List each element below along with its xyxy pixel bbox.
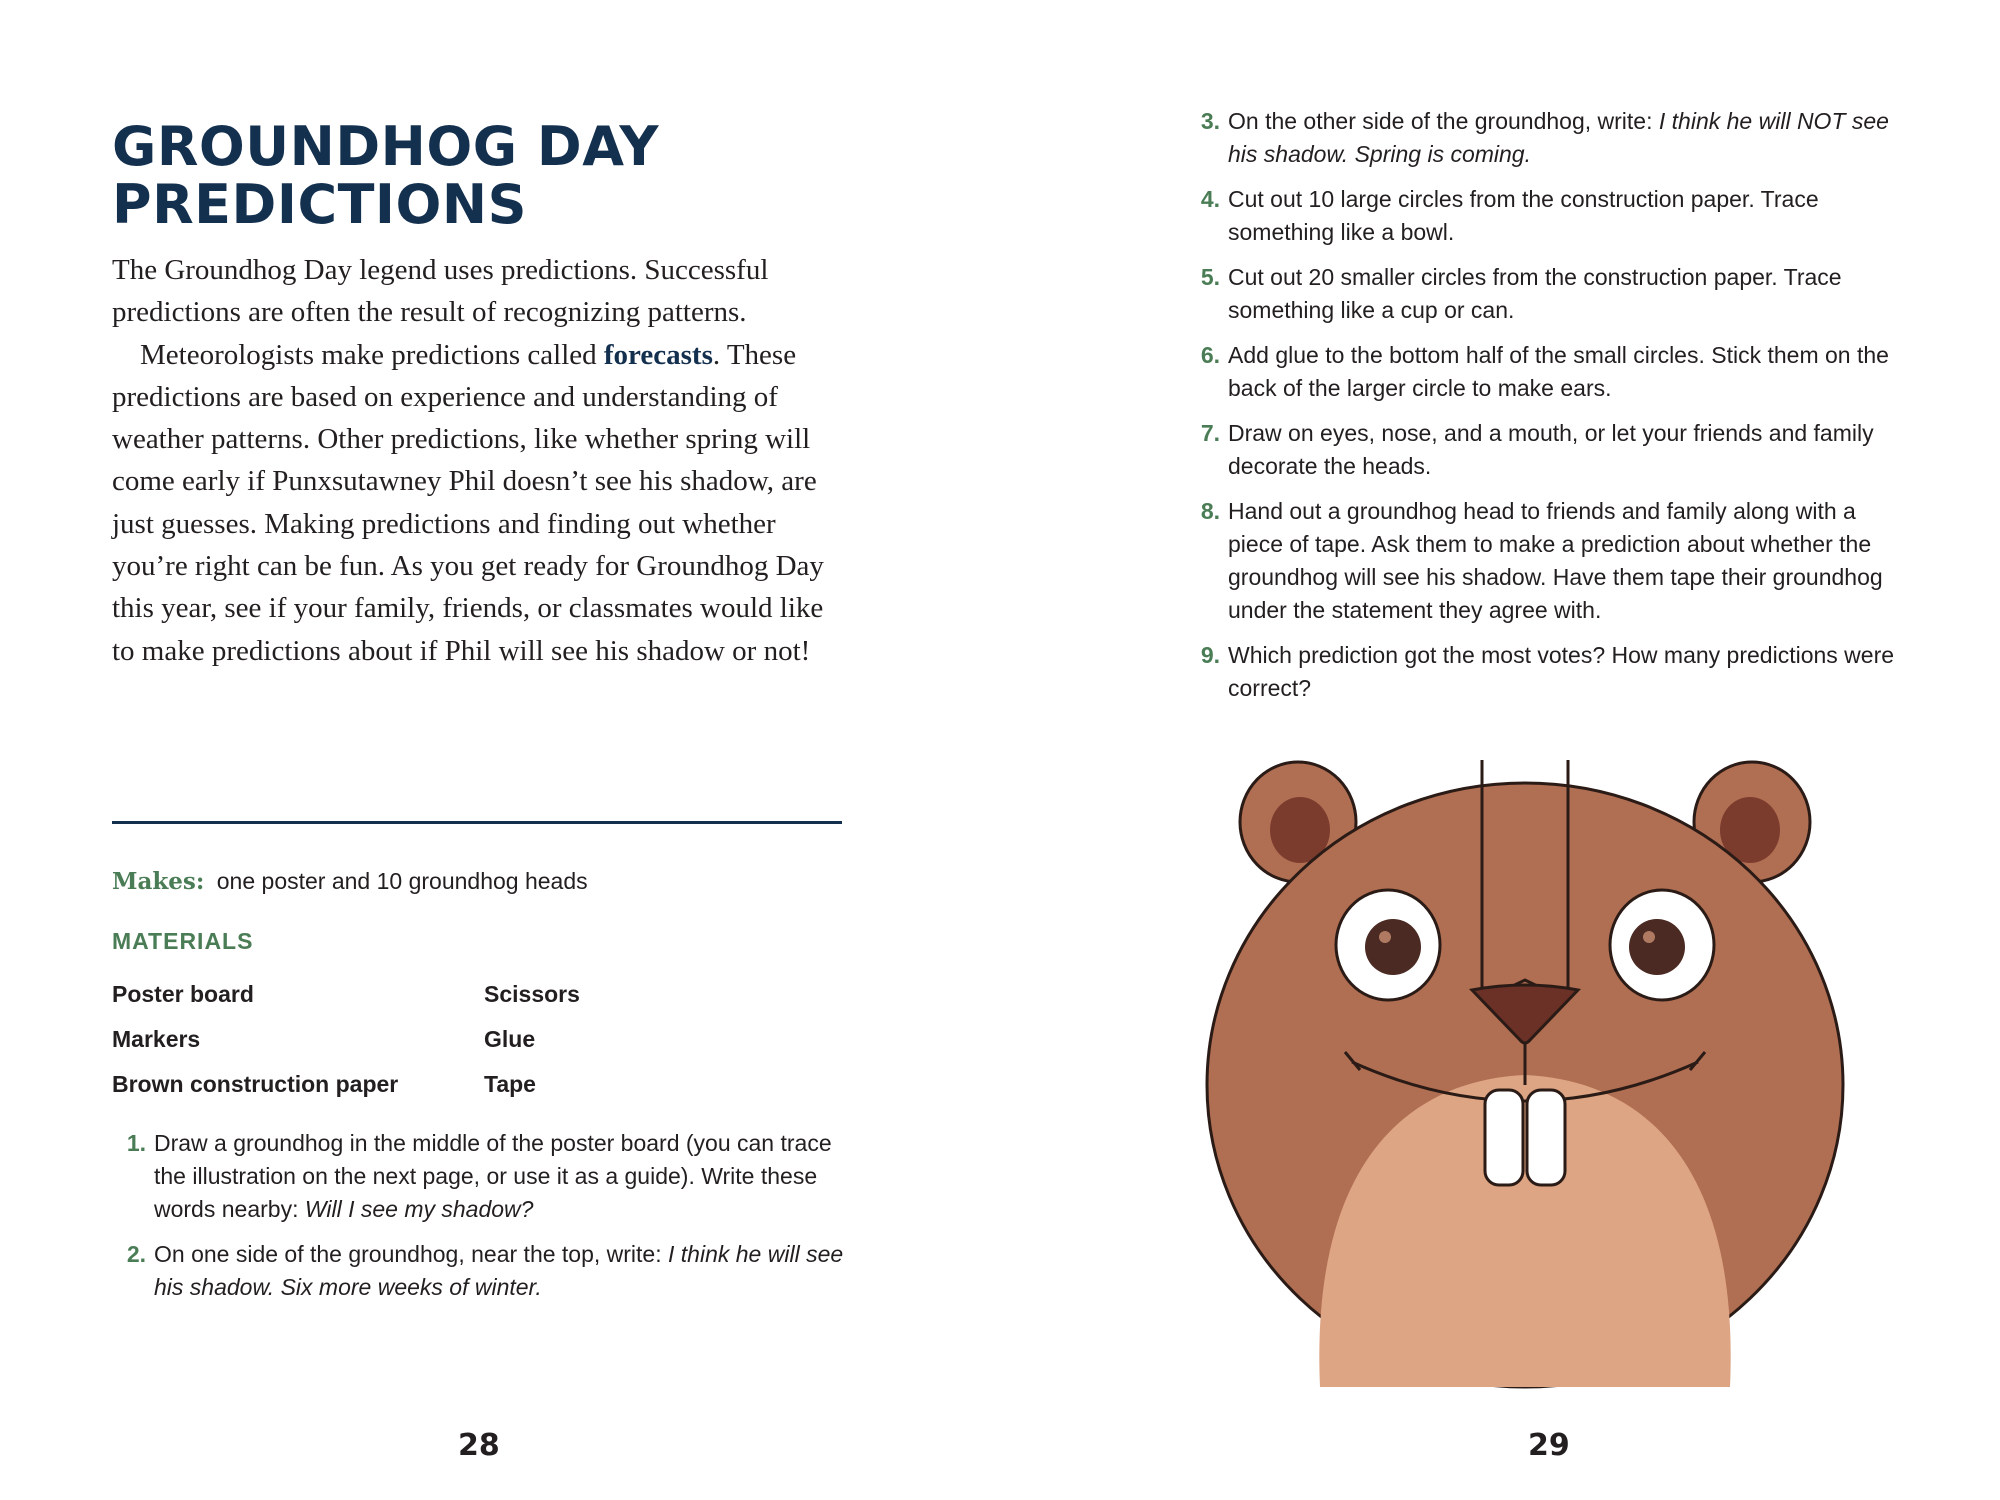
intro-text [112,249,852,672]
step-number: 8. [1200,498,1220,524]
step-number: 3. [1200,108,1220,134]
material-item: Markers [112,1026,201,1052]
step-text: Draw on eyes, nose, and a mouth, or let your friends and family decorate the heads. [1228,420,1874,479]
left-eye-icon [1336,890,1440,1000]
step-text: On one side of the groundhog, near the top, write: [154,1241,669,1267]
step-number: 7. [1200,420,1220,446]
step-italic-text: I think he will see his shadow. Six more weeks of winter. [154,1241,844,1300]
materials-column-2 [484,972,580,1107]
step-text: On the other side of the groundhog, write: [1228,108,1659,134]
makes-line [112,866,852,897]
material-item: Glue [484,1026,536,1052]
intro-p2-after: . These predictions are based on experience and understanding of weather patterns. Other predictions, like whether spring will come early if Punxsutawney Phil doesn’t see his shadow, are just guesses. Making predictions and finding out whether you’re right can be fun. As you get ready for Groundhog Day this year, see if your family, friends, or classmates would like to make predictions about if Phil will see his shadow or not! [112,338,824,667]
step-italic-text: I think he will NOT see his shadow. Spring is coming. [1228,108,1889,167]
step-item [1188,417,1908,483]
material-item: Poster board [112,981,254,1007]
makes-text: one poster and 10 groundhog heads [216,868,588,894]
step-item [1188,339,1908,405]
step-number: 2. [126,1241,146,1267]
step-text: Cut out 10 large circles from the construction paper. Trace something like a bowl. [1228,186,1819,245]
step-item [114,1127,854,1226]
step-text: Which prediction got the most votes? How many predictions were correct? [1228,642,1895,701]
groundhog-head-illustration [1200,740,1920,1400]
step-italic-text: Will I see my shadow? [304,1196,534,1222]
steps-list-right [1188,105,1908,717]
step-item [1188,261,1908,327]
page-number-left: 28 [458,1428,500,1463]
step-number: 6. [1200,342,1220,368]
step-text: Cut out 20 smaller circles from the construction paper. Trace something like a cup or can. [1228,264,1842,323]
page-title [112,115,872,236]
intro-paragraph-1: The Groundhog Day legend uses predictions. Successful predictions are often the result of recognizing patterns. [112,254,769,329]
step-number: 1. [126,1130,146,1156]
section-divider [112,821,842,824]
step-number: 9. [1200,642,1220,668]
step-number: 5. [1200,264,1220,290]
material-item: Brown construction paper [112,1071,399,1097]
step-number: 4. [1200,186,1220,212]
steps-list-left [114,1127,854,1316]
materials-heading: MATERIALS [112,928,254,954]
material-item: Tape [484,1071,536,1097]
title-line-2: PREDICTIONS [112,173,528,236]
materials-column-1 [112,972,398,1107]
intro-p2-before: Meteorologists make predictions called [140,338,604,371]
step-item [1188,639,1908,705]
material-item: Scissors [484,981,580,1007]
keyword-forecasts: forecasts [603,338,713,371]
step-text: Draw a groundhog in the middle of the poster board (you can trace the illustration on the next page, or use it as a guide). Write these words nearby: [154,1130,832,1222]
step-item [1188,495,1908,627]
makes-label: Makes: [112,868,205,895]
title-line-1: GROUNDHOG DAY [112,115,659,178]
step-item [1188,183,1908,249]
right-eye-icon [1610,890,1714,1000]
intro-paragraph-2 [112,334,852,672]
step-text: Hand out a groundhog head to friends and family along with a piece of tape. Ask them to make a prediction about whether the groundhog will see his shadow. Have them tape their groundhog under the statement they agree with. [1228,498,1883,623]
step-item [114,1238,854,1304]
step-item [1188,105,1908,171]
step-text: Add glue to the bottom half of the small circles. Stick them on the back of the larger circle to make ears. [1228,342,1889,401]
page-number-right: 29 [1528,1428,1570,1463]
